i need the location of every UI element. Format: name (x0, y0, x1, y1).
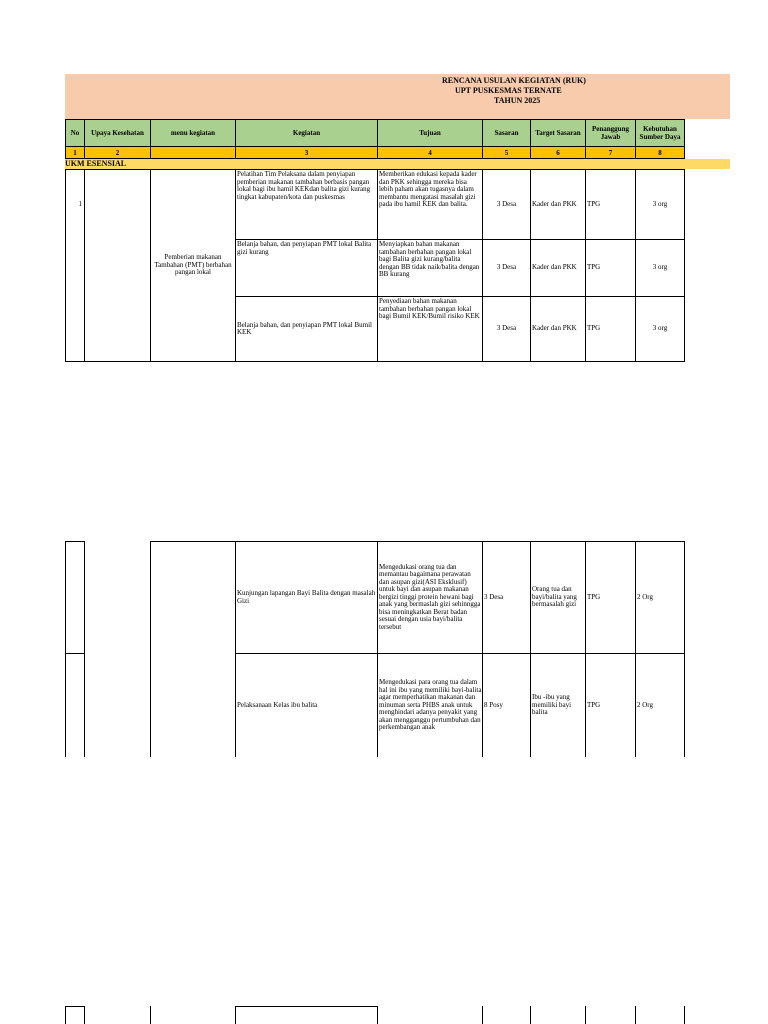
penanggung-jawab-cell: TPG (587, 324, 601, 333)
penanggung-jawab-cell: TPG (587, 263, 601, 272)
section-label: UKM ESENSIAL (65, 159, 127, 168)
header-menu-kegiatan: menu kegiatan (150, 119, 235, 147)
sasaran-cell: 3 Desa (496, 199, 517, 208)
column-number: 5 (482, 147, 530, 159)
column-number: 1 (65, 147, 84, 159)
column-number: 8 (635, 147, 685, 159)
institution-name: UPT PUSKESMAS TERNATE (455, 86, 562, 95)
section-bar (65, 159, 730, 169)
tujuan-cell: Penyediaan bahan makanan tambahan berbahan pangan lokal bagi Bumil KEK/Bumil risiko KEK (379, 297, 480, 320)
grid-line (530, 1006, 531, 1024)
grid-line (235, 1006, 378, 1007)
sasaran-cell: 8 Posy (484, 700, 503, 709)
tujuan-cell: Mengedukasi orang tua dan memantau bagaimana perawatan dan asupan gizi(ASI Eksklusif) untuk bayi dan asupan makanan bergizi tinggi protein hewani bagi anak yang bermaslah gizi sehinngga bisa meningkatkan Berat badan sesuai dengan usia bayi/balita tersebut (379, 562, 481, 631)
grid-line (65, 541, 85, 542)
grid-line (150, 541, 151, 757)
tujuan-cell: Menyiapkan bahan makanan tambahan berbahan pangan lokal bagi Balita gizi kurang/balita dengan BB tidak naik/balita dengan BB kurang (379, 240, 480, 278)
kegiatan-cell: Pelatihan Tim Pelaksana dalam penyiapan pemberian makanan tambahan berbasis pangan lokal bagi ibu hamil KEKdan balita gizi kurang tingkat kabupaten/kota dan puskesmas (237, 170, 371, 201)
title-band (65, 74, 730, 119)
penanggung-jawab-cell: TPG (587, 700, 601, 709)
header-tujuan: Tujuan (377, 119, 482, 147)
target-sasaran-cell: Ibu -ibu yang memiliki bayi balita (532, 693, 572, 717)
header-upaya-kesehatan: Upaya Kesehatan (84, 119, 150, 147)
header-kegiatan: Kegiatan (235, 119, 377, 147)
target-sasaran-cell: Kader dan PKK (532, 263, 577, 272)
column-number: 6 (530, 147, 585, 159)
target-sasaran-cell: Kader dan PKK (532, 324, 577, 333)
grid-line (65, 653, 85, 654)
grid-line (84, 1006, 85, 1024)
header-kebutuhan-sumber-daya: Kebutuhan Sumber Daya (635, 119, 685, 147)
grid-line (684, 169, 685, 362)
column-number: 3 (235, 147, 377, 159)
column-number: 2 (84, 147, 150, 159)
column-number-spacer (150, 147, 235, 159)
sumber-daya-cell: 2 Org (637, 592, 654, 601)
column-number: 4 (377, 147, 482, 159)
grid-line (65, 361, 685, 362)
header-penanggung-jawab: Penanggung Jawab (585, 119, 635, 147)
kegiatan-cell: Belanja bahan, dan penyiapan PMT lokal Balita gizi kurang (237, 240, 372, 256)
grid-line (235, 1006, 236, 1024)
grid-line (684, 541, 685, 757)
grid-line (585, 1006, 586, 1024)
grid-line (84, 169, 85, 362)
grid-line (84, 541, 85, 757)
kegiatan-cell: Kunjungan lapangan Bayi Balita dengan masalah Gizi (237, 589, 376, 605)
header-target-sasaran: Target Sasaran (530, 119, 585, 147)
sumber-daya-cell: 3 org (652, 263, 668, 272)
grid-line (482, 1006, 483, 1024)
sumber-daya-cell: 3 org (652, 199, 668, 208)
target-sasaran-cell: Kader dan PKK (532, 199, 577, 208)
sumber-daya-cell: 2 Org (637, 700, 654, 709)
grid-line (65, 1006, 85, 1007)
grid-line (150, 1006, 151, 1024)
sasaran-cell: 3 Desa (496, 324, 517, 333)
row-number: 1 (78, 199, 82, 208)
grid-line (377, 1006, 378, 1024)
column-number: 7 (585, 147, 635, 159)
kegiatan-cell: Belanja bahan, dan penyiapan PMT lokal Bumil KEK (237, 320, 372, 336)
target-sasaran-cell: Orang tua dan bayi/balita yang bermasalah gizi (532, 585, 577, 609)
grid-line (635, 1006, 636, 1024)
menu-kegiatan-cell: Pemberian makanan Tambahan (PMT) berbahan pangan lokal (154, 253, 232, 277)
kegiatan-cell: Pelaksanaan Kelas ibu balita (237, 700, 318, 709)
penanggung-jawab-cell: TPG (587, 199, 601, 208)
sasaran-cell: 3 Desa (484, 592, 504, 601)
header-no: No (65, 119, 84, 147)
grid-line (684, 1006, 685, 1024)
document-title: RENCANA USULAN KEGIATAN (RUK) (442, 76, 586, 85)
header-sasaran: Sasaran (482, 119, 530, 147)
sumber-daya-cell: 3 org (652, 324, 668, 333)
tujuan-cell: Memberikan edukasi kepada kader dan PKK sehingga mereka bisa lebih paham akan tugasnya dalam membantu mengatasi masalah gizi pada ibu hamil KEK dan balita. (379, 170, 477, 208)
sasaran-cell: 3 Desa (496, 263, 517, 272)
document-year: TAHUN 2025 (494, 96, 541, 105)
penanggung-jawab-cell: TPG (587, 592, 601, 601)
grid-line (65, 541, 66, 757)
grid-line (65, 1006, 66, 1024)
tujuan-cell: Mengedukasi para orang tua dalam hal ini ibu yang memiliki bayi-balita agar memperhatikan makanan dan minuman serta PHBS anak untuk menghindari adanya penyakit yang akan mengganggu pertumbuhan dan perkembangan anak (379, 678, 482, 732)
